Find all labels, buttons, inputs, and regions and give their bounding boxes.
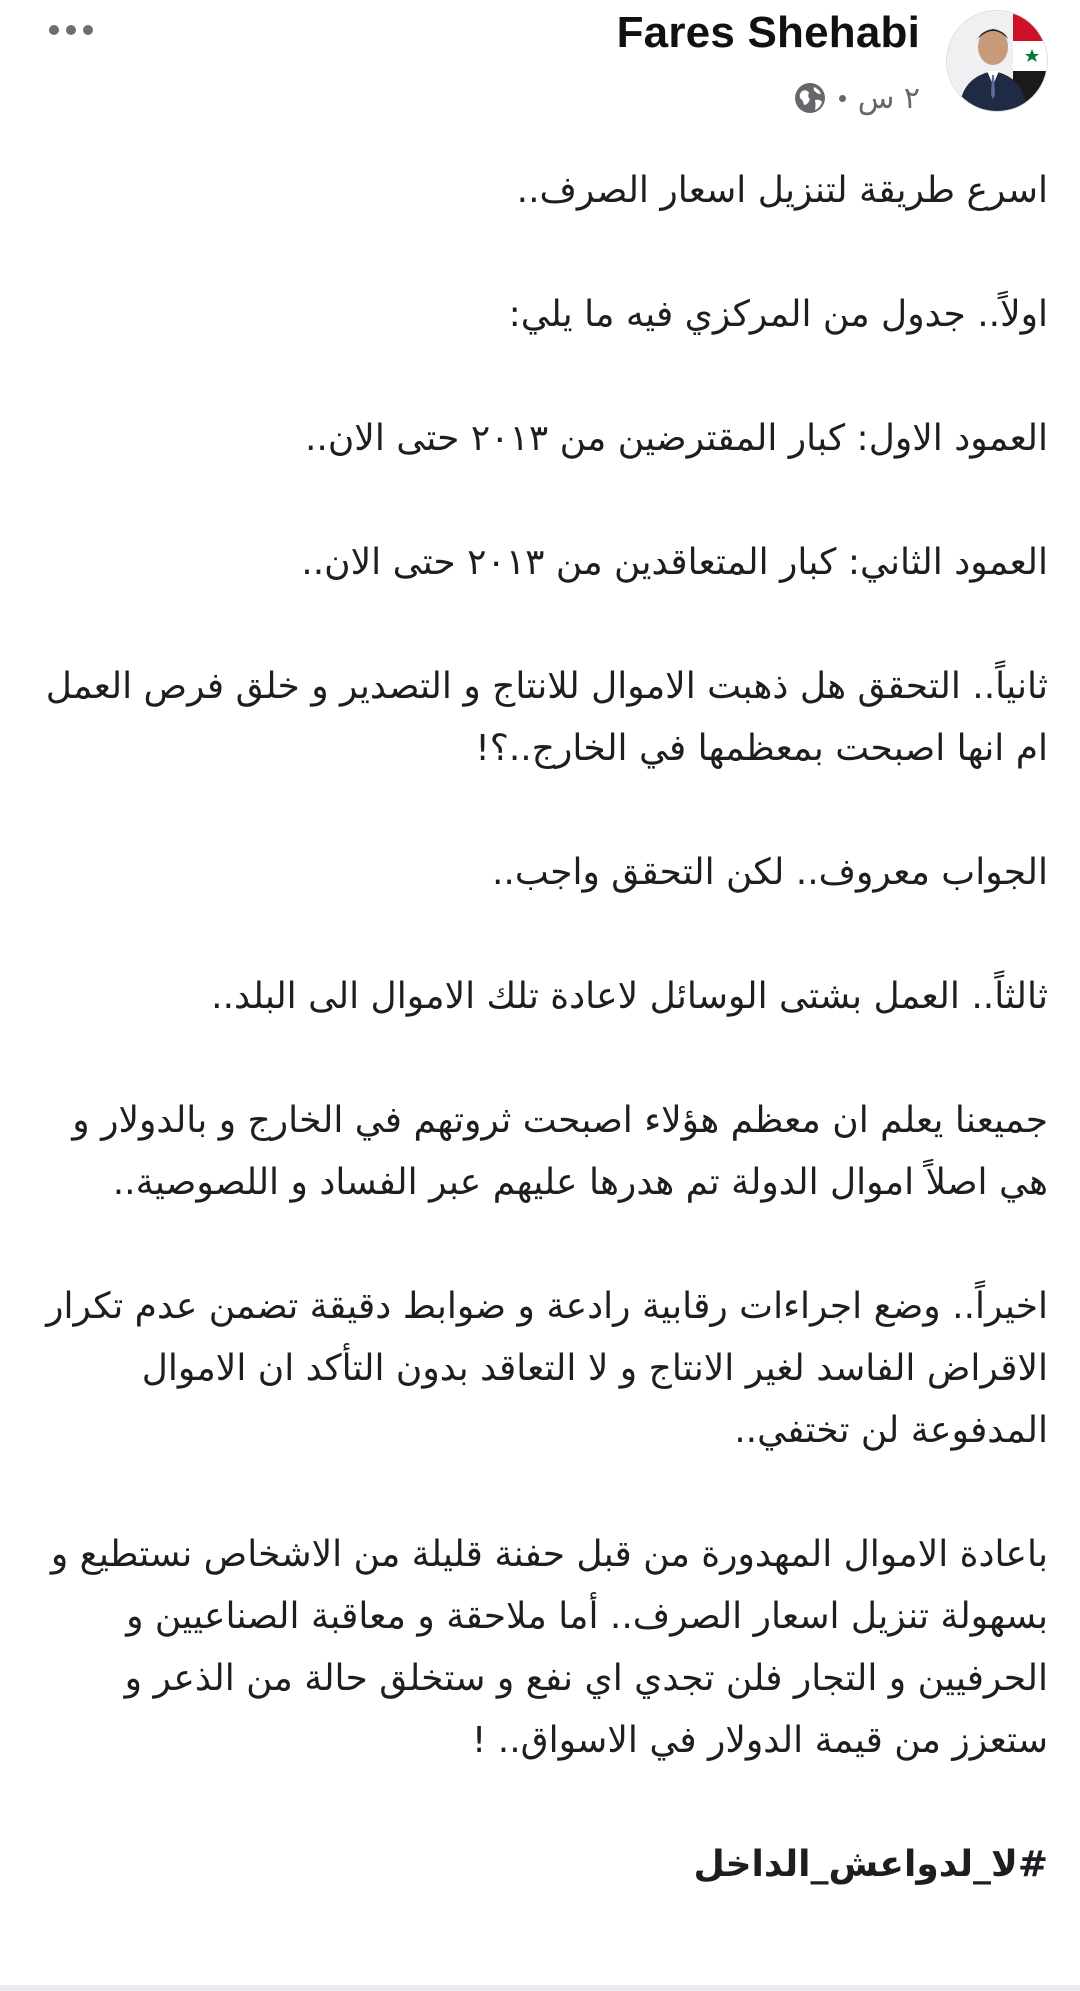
meta-separator	[839, 95, 846, 102]
post-paragraph: الجواب معروف.. لكن التحقق واجب..	[491, 852, 1048, 893]
more-dot-icon	[83, 25, 93, 35]
author-name[interactable]: Fares Shehabi	[616, 8, 920, 57]
post-paragraph: اخيراً.. وضع اجراءات رقابية رادعة و ضوابط دقيقة تضمن عدم تكرار الاقراض الفاسد لغير الانتاج و لا التعاقد بدون التأكد ان الاموال المدفوعة لن تختفي..	[46, 1286, 1048, 1451]
post-paragraph: ثانياً.. التحقق هل ذهبت الاموال للانتاج و التصدير و خلق فرص العمل ام انها اصبحت بمعظمها في الخارج..؟!	[45, 666, 1048, 769]
post-paragraph: ثالثاً.. العمل بشتى الوسائل لاعادة تلك الاموال الى البلد..	[211, 976, 1048, 1017]
paragraph-gap	[28, 1462, 1048, 1524]
hashtag-link[interactable]: #لا_لدواعش_الداخل	[693, 1844, 1048, 1885]
paragraph-gap	[28, 470, 1048, 532]
paragraph-gap	[28, 594, 1048, 656]
post-paragraph: اسرع طريقة لتنزيل اسعار الصرف..	[516, 170, 1048, 211]
hashtag-line	[28, 1834, 1048, 1896]
paragraph-gap	[28, 346, 1048, 408]
post-paragraph: باعادة الاموال المهدورة من قبل حفنة قليلة من الاشخاص نستطيع و بسهولة تنزيل اسعار الصرف.. أما ملاحقة و معاقبة الصناعيين و الحرفيين و التجار فلن تجدي اي نفع و ستخلق حالة من الذعر و ستعزز من قيمة الدولار في الاسواق.. !	[50, 1534, 1048, 1761]
post-body	[28, 160, 1048, 1896]
paragraph-gap	[28, 1214, 1048, 1276]
more-dot-icon	[49, 25, 59, 35]
post-header	[0, 0, 1080, 140]
paragraph-gap	[28, 1028, 1048, 1090]
globe-icon	[793, 81, 827, 115]
post-timestamp[interactable]: ٢ س	[857, 80, 920, 116]
paragraph-gap	[28, 1772, 1048, 1834]
more-dot-icon	[66, 25, 76, 35]
post-paragraph: جميعنا يعلم ان معظم هؤلاء اصبحت ثروتهم في الخارج و بالدولار و هي اصلاً اموال الدولة تم هدرها عليهم عبر الفساد و اللصوصية..	[72, 1100, 1048, 1203]
post-divider	[0, 1985, 1080, 1991]
paragraph-gap	[28, 780, 1048, 842]
paragraph-gap	[28, 222, 1048, 284]
avatar-photo	[947, 11, 1047, 111]
post-meta	[793, 78, 920, 118]
post-paragraph: العمود الاول: كبار المقترضين من ٢٠١٣ حتى الان..	[304, 418, 1048, 459]
paragraph-gap	[28, 904, 1048, 966]
post-paragraph: اولاً.. جدول من المركزي فيه ما يلي:	[508, 294, 1048, 335]
more-options-button[interactable]	[40, 12, 102, 48]
post-paragraph: العمود الثاني: كبار المتعاقدين من ٢٠١٣ حتى الان..	[301, 542, 1048, 583]
avatar[interactable]	[946, 10, 1048, 112]
